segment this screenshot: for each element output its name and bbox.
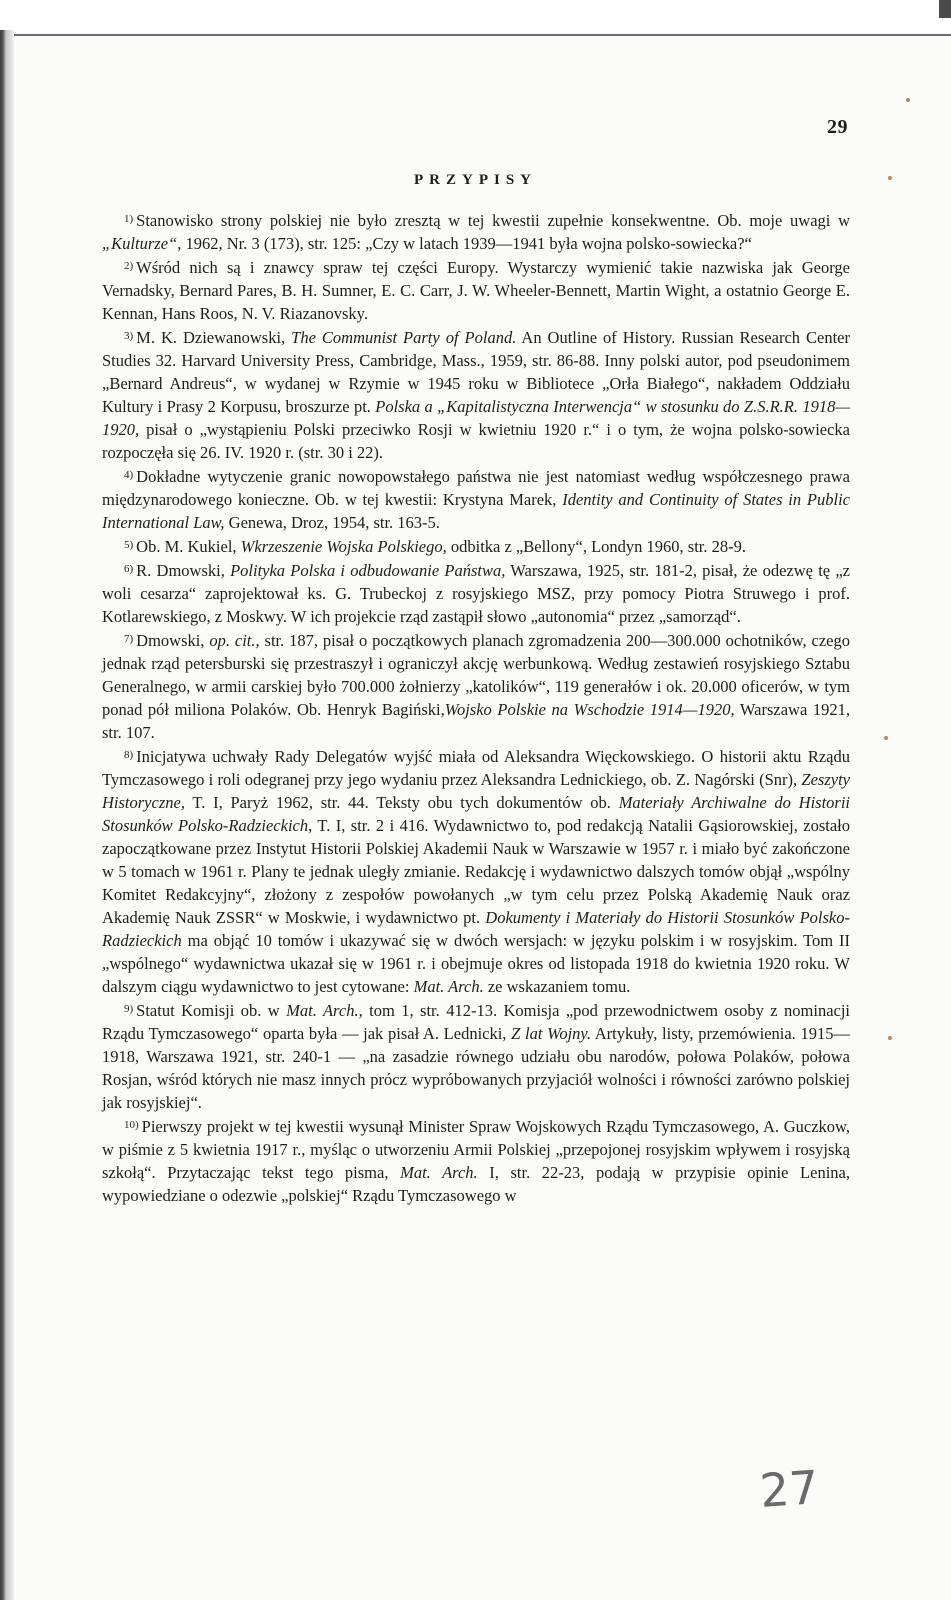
footnote-number: 7): [124, 633, 134, 645]
footnote-6: $^{6)}$ R. Dmowski, Polityka Polska i odbudowanie Państwa, Warszawa, 1925, str. 181-2, pisał, że odezwę tę „z woli cesarza“ zaprojektował ks. G. Trubeckoj z rosyjskiego MSZ, przy pomocy Piotra Struwego i prof. Kotlarewskiego, z Moskwy. W ich projekcie rząd zastąpił słowo „autonomia“ przez „samorząd“.: [102, 561, 850, 626]
footnote-5: $^{5)}$ Ob. M. Kukiel, Wkrzeszenie Wojska Polskiego, odbitka z „Bellony“, Londyn 1960, str. 28-9.: [124, 537, 746, 556]
scan-speck: [884, 736, 888, 740]
footnotes-list: [102, 208, 850, 1207]
scan-speck: [888, 176, 892, 180]
footnote-number: 3): [124, 330, 134, 342]
scan-left-edge: [0, 30, 14, 1600]
footnote-9: $^{9)}$ Statut Komisji ob. w Mat. Arch., tom 1, str. 412-13. Komisja „pod przewodnictwem osoby z nominacji Rządu Tymczasowego“ oparta była — jak pisał A. Lednicki, Z lat Wojny. Artykuły, listy, przemówienia. 1915—1918, Warszawa 1921, str. 240-1 — „na zasadzie równego udziału obu narodów, połowa Polaków, połowa Rosjan, wśród których nie masz innych prócz wypróbowanych przyjaciół wolności i równości zarówno polskiej jak rosyjskiej“.: [102, 1001, 851, 1112]
footnote-1: $^{1)}$ Stanowisko strony polskiej nie było zresztą w tej kwestii zupełnie konsekwentne. Ob. moje uwagi w „Kulturze“, 1962, Nr. 3 (173), str. 125: „Czy w latach 1939—1941 była wojna polsko-sowiecka?“: [102, 211, 850, 253]
footnote-2: $^{2)}$ Wśród nich są i znawcy spraw tej części Europy. Wystarczy wymienić takie nazwiska jak George Vernadsky, Bernard Pares, B. H. Sumner, E. C. Carr, J. W. Wheeler-Bennett, Martin Wight, a ostatnio George E. Kennan, Hans Roos, N. V. Riazanovsky.: [102, 258, 850, 323]
footnote-7: $^{7)}$ Dmowski, op. cit., str. 187, pisał o początkowych planach zgromadzenia 200—300.000 ochotników, czego jednak rząd petersburski się przestraszył i ograniczył akcję werbunkową. Według zestawień rosyjskiego Sztabu Generalnego, w armii carskiej było 700.000 żołnierzy „katolików“, 119 generałów i ok. 20.000 oficerów, w tym ponad pół miliona Polaków. Ob. Henryk Bagiński,Wojsko Polskie na Wschodzie 1914—1920, Warszawa 1921, str. 107.: [102, 631, 850, 742]
scan-speck: [906, 98, 910, 102]
footnote-number: 4): [124, 469, 134, 481]
footnote-number: 8): [124, 749, 134, 761]
scan-corner-mark: [939, 0, 951, 18]
footnote-number: 6): [124, 563, 134, 575]
footnote-number: 5): [124, 539, 134, 551]
page-number: 29: [827, 116, 848, 138]
scan-speck: [888, 1036, 892, 1040]
footnote-3: $^{3)}$ M. K. Dziewanowski, The Communist Party of Poland. An Outline of History. Russian Research Center Studies 32. Harvard University Press, Cambridge, Mass., 1959, str. 86-88. Inny polski autor, pod pseudonimem „Bernard Andreus“, w wydanej w Rzymie w 1945 roku w Bibliotece „Orła Białego“, nakładem Oddziału Kultury i Prasy 2 Korpusu, broszurze pt. Polska a „Kapitalistyczna Interwencja“ w stosunku do Z.S.R.R. 1918—1920, pisał o „wystąpieniu Polski przeciwko Rosji w kwietniu 1920 r.“ i o tym, że wojna polsko-sowiecka rozpoczęła się 26. IV. 1920 r. (str. 30 i 22).: [102, 328, 850, 462]
scan-top-edge: [0, 0, 951, 36]
footnote-number: 1): [124, 213, 134, 225]
footnote-8: $^{8)}$ Inicjatywa uchwały Rady Delegatów wyjść miała od Aleksandra Więckowskiego. O historii aktu Rządu Tymczasowego i roli odegranej przy jego wydaniu przez Aleksandra Lednickiego, ob. Z. Nagórski (Snr), Zeszyty Historyczne, T. I, Paryż 1962, str. 44. Teksty obu tych dokumentów ob. Materiały Archiwalne do Historii Stosunków Polsko-Radzieckich, T. I, str. 2 i 416. Wydawnictwo to, pod redakcją Natalii Gąsiorowskiej, zostało zapoczątkowane przez Instytut Historii Polskiej Akademii Nauk w Warszawie w 1957 r. i miało być zakończone w 5 tomach w 1961 r. Plany te jednak uległy zmianie. Redakcję i wydawnictwo dalszych tomów objął „wspólny Komitet Redakcyjny“, złożony z zespołów powołanych „w tym celu przez Polską Akademię Nauk oraz Akademię Nauk ZSSR“ w Moskwie, i wydawnictwo pt. Dokumenty i Materiały do Historii Stosunków Polsko-Radzieckich ma objąć 10 tomów i ukazywać się w dwóch wersjach: w języku polskim i w rosyjskim. Tom II „wspólnego“ wydawnictwa ukazał się w 1961 r. i obejmuje okres od listopada 1918 do kwietnia 1920 roku. W dalszym ciągu wydawnictwo to jest cytowane: Mat. Arch. ze wskazaniem tomu.: [102, 747, 851, 996]
section-heading: PRZYPISY: [413, 172, 537, 188]
footnote-4: $^{4)}$ Dokładne wytyczenie granic nowopowstałego państwa nie jest natomiast według współczesnego prawa międzynarodowego konieczne. Ob. w tej kwestii: Krystyna Marek, Identity and Continuity of States in Public International Law, Genewa, Droz, 1954, str. 163-5.: [102, 467, 851, 532]
footnote-number: 9): [124, 1003, 134, 1015]
footnote-number: 10): [124, 1119, 139, 1131]
footnote-10: $^{10)}$ Pierwszy projekt w tej kwestii wysunął Minister Spraw Wojskowych Rządu Tymczasowego, A. Guczkow, w piśmie z 5 kwietnia 1917 r., myśląc o utworzeniu Armii Polskiej „przepojonej rosyjskim wpływem i rosyjską szkołą“. Przytaczając tekst tego pisma, Mat. Arch. I, str. 22-23, podają w przypisie opinie Lenina, wypowiedziane o odezwie „polskiej“ Rządu Tymczasowego w: [102, 1117, 850, 1205]
handwritten-page-number: 27: [758, 1460, 821, 1518]
footnote-number: 2): [124, 260, 134, 272]
